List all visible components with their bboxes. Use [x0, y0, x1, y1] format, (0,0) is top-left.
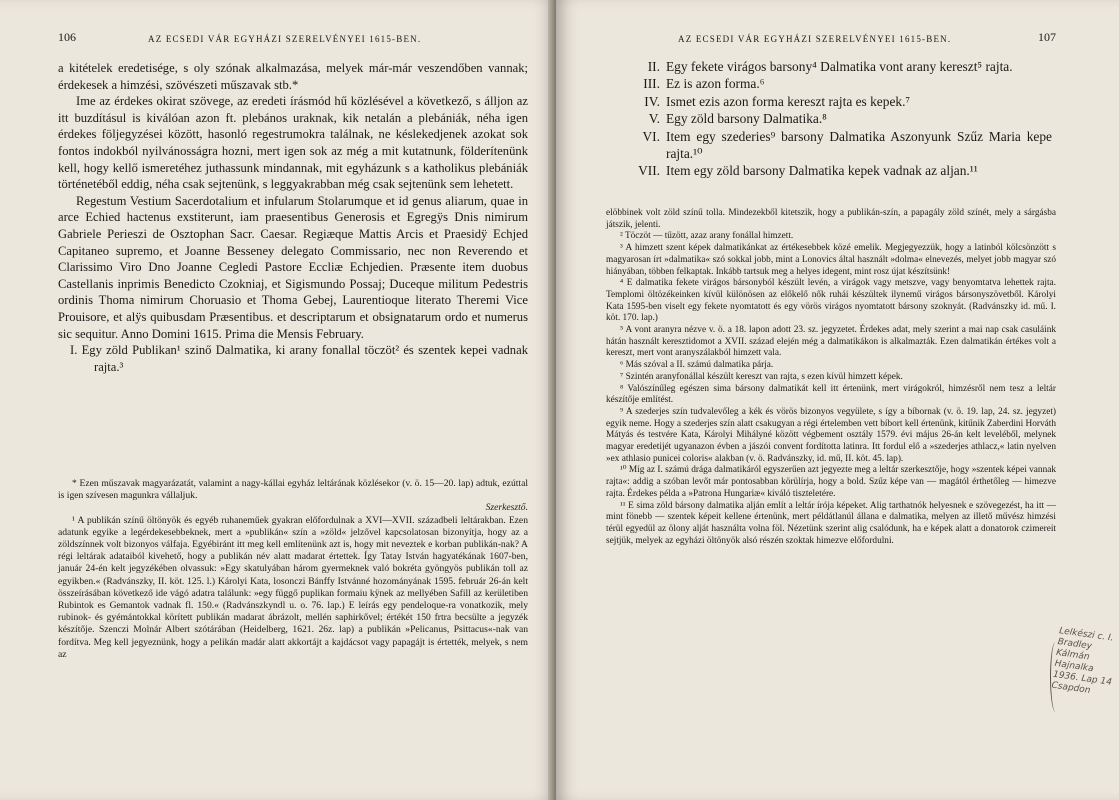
latin-paragraph: Regestum Vestium Sacerdotalium et infularum Stolarumque et id genus aliarum, quae in arce Echied hactenus exstiterunt, iam praesentibus Generosis et Egregÿs Dnis nimirum Gabriele Perieszi de Osztophan Sacr. Caesar. Regiæque Mattis Arcis et Praesidÿ Echjed Capitaneo supremo, et Joanne Besseney delegato Commissario, nec non Reverendo et Clarissimo Viro Dno Joanne Cegledi Pastore Eccliæ Echjedien. Præsente item duobus Castellanis inprimis Benedicto Czokniaj, et Sigismundo Possaj; Duceque militum Pedestris ordinis Thoma nimirum Choruasio et Thoma Gebej, Laurentioque literato Theremi Vice Prouisore, et alÿs quibusdam Præsentibus. et descriptarum et obsignatarum ordo et numerus sic sequitur. Anno Domini 1615. Prima die Mensis February. — [58, 193, 528, 341]
footnote: ⁴ E dalmatika fekete virágos bársonyból készült levén, a virágok vagy metszve, vagy benyomtatva lehettek rajta. Templomi öltözékeinken kívül különösen az előkelő nők ruhái készültek ilynemű virágos bársonyszövetből. Károlyi Kata 1595-ben viselt egy fekete nyomtatott és egy vörös virágos nyomtatott bársony szoknyát. (Radvánszky id. mű. I. köt. 170. lap.) — [606, 278, 1056, 324]
list-item: III. Ez is azon forma.⁶ — [643, 76, 765, 92]
right-page — [556, 0, 1119, 800]
left-body-text — [58, 60, 528, 375]
footnote: elöbbinek volt zöld színű tolla. Mindezekből kitetszik, hogy a publikán-szín, a papagály zöld színét, mely a sárgásba játszik, jelenti. — [606, 208, 1056, 230]
signature: Szerkesztő. — [485, 502, 528, 514]
footnote: ² Töczöt — tűzött, azaz arany fonállal himzett. — [620, 231, 794, 242]
list-item: VII. Item egy zöld barsony Dalmatika kepek vadnak az aljan.¹¹ — [638, 163, 978, 179]
running-head-left: AZ ECSEDI VÁR EGYHÁZI SZERELVÉNYEI 1615-BEN. — [148, 34, 422, 44]
page-number-left: 106 — [58, 30, 76, 44]
footnote: ⁹ A szederjes szín tudvalevőleg a kék és vörös bizonyos vegyülete, s így a bíbornak (v. ö. 19. lap, 24. sz. jegyzet) egyik neme. Hogy a szederjes szín alatt csakugyan a régi értelemben vett bíbort kell értenünk, kitűnik Zaberdini Horváth Mátyás és testvére Kata, Károlyi Mihályné között végbement osztály 1579. évi május 26-án kelt leveléből, melynek magyar eredetijét ugyanazon évben a jászói convent fordította latinra. Itt fordul elő a »szederjes athlacz,« latin nyelven »ex athlasio punicei coloris« alakban (v. ö. Radvánszky, id. mű, II. köt. 45. lap). — [606, 406, 1056, 464]
list-item: VI. Item egy szederies⁹ barsony Dalmatika Aszonyunk Szűz Maria kepe rajta.¹⁰ — [642, 128, 1052, 162]
list-item: II. Egy fekete virágos barsony⁴ Dalmatika vont arany kereszt⁵ rajta. — [647, 59, 1013, 74]
list-item: IV. Ismet ezis azon forma kereszt rajta es kepek.⁷ — [644, 93, 911, 109]
footnote: ⁸ Valószínűleg egészen sima bársony dalmatikát kell itt értenünk, mert virágokról, himzésről nem tesz a leltár készítője említést. — [606, 383, 1056, 406]
footnote: ¹⁰ Míg az I. számú drága dalmatikáról egyszerűen azt jegyezte meg a leltár szerkesztője, hogy »szentek képei vannak rajta«: addig a szóban levőt már pontosabban körülírja, hogy a bold. Szűz képe van — magától érthetőleg — himezve rajta. Érdekes példa a »Patrona Hungariæ« kiváló tiszteletére. — [606, 465, 1056, 499]
list-item: V. Egy zöld barsony Dalmatika.⁸ — [648, 111, 827, 127]
page-number-right: 107 — [1038, 30, 1056, 44]
footnote: ⁵ A vont aranyra nézve v. ö. a 18. lapon adott 23. sz. jegyzetet. Érdekes adat, mely szerint a mai nap csak casuláink hátán használt keresztidomot a XVII. század elején még a dalmatikákon is alkalmazták. Ezen dalmatikán értékes volt a kereszt, mert vont aranyszálakból himzett vala. — [606, 325, 1056, 359]
running-head-right: AZ ECSEDI VÁR EGYHÁZI SZERELVÉNYEI 1615-BEN. — [678, 34, 952, 44]
footnote: ¹ A publikán színű öltönyök és egyéb ruhaneműek gyakran előfordulnak a XVI—XVII. századbeli leltárakban. Ezen adatunk egyike a legérdekesebbeknek, mert a »publikán« szín a »zöld« jelzővel kapcsolatosan bizonyítja, hogy az a zöldszínnek volt bizonyos válfaja. Egyébiránt itt meg kell említenünk azt is, hogy mit neveztek e korban publikán-nak? A régi leltárak adataiból kivehető, hogy a publikán név alatt madarat értettek. Így Tatay István hagyatékának 1607-ben, január 24-én kelt jegyzékében olvassuk: »Egy skatulyában három gyermeknek való bokréta gyöngyös publikán toll az egyikben.« (Radvánszky, II. köt. 125. l.) Károlyi Kata, losonczi Bánffy Istvánné hozományának 1595. február 26-án kelt összeírásában következő ide vágó adatra találunk: »egy függő puplikan formaiu kÿnek az mellyében Safill az kerületiben Rubintok es Gemantok vadnak fl. 150.« (Radvánszkyndl u. o. 76. lap.) E leírás egy pendeloque-ra vonatkozik, mely rubinok- és gyémántokkal körített publikán madarat ábrázolt, mellén saphirkővel; értékét 150 frtra becsülte a jegyzék készítője. Szenczi Molnár Albert szótárában (Heidelberg, 1621. 26z. lap) a publikán »Pelicanus, Psittacus«-nak van fordítva. Meg kell jegyeznünk, hogy a pelikán madár alatt akkortájt a kajdácsot vagy papagájt is értették, melyek, s nem az — [58, 514, 528, 660]
footnote: ⁷ Szintén aranyfonállal készült kereszt van rajta, s ezen kívül himzett képek. — [620, 371, 903, 382]
handwritten-margin-note: Lelkészi c. I. Bradley Kálmán Hajnalka 1936. Lap 14 Csapdon — [1050, 626, 1115, 696]
paragraph: Ime az érdekes okirat szövege, az eredeti írásmód hű közlésével a következő, s álljon az itt buzdításul is kiválóan azon ft. plebános uraknak, kik netalán a plebániák, néha igen érdekes följegyzései között, hasonló regestrumokra találnak, ne késlekedjenek azokat sok fontos indokból nyilvánosságra hozni, mert igen sok az még a mit kutatnunk, földerítenünk kell, hogy kellő ismeretéhez juthassunk mindannak, mit egyházunk s a katholikus plebániák történetéből eddig, néha csak sejtenünk, s leggyakrabban még csak sejtenünk sem lehetett. — [58, 94, 528, 192]
left-page — [0, 0, 556, 800]
item-i: I. Egy zöld Publikan¹ szinő Dalmatika, ki arany fonallal töczöt² és szentek kepei vadnak rajta.³ — [70, 343, 528, 374]
paragraph: a kitételek eredetisége, s oly szónak alkalmazása, melyek már-már veszendőben vannak; érdekesek a himzési, szövészeti műszavak stb.* — [58, 61, 528, 92]
footnote: * Ezen műszavak magyarázatát, valamint a nagy-kállai egyház leltárának közlésekor (v. ö. 15—20. lap) adtuk, ezúttal is igen szívesen magunkra vállaljuk. — [58, 478, 528, 502]
right-footnotes — [606, 208, 1056, 547]
footnote: ¹¹ E sima zöld bársony dalmatika alján említ a leltár írója képeket. Alig tarthatnók helyesnek e szövegezést, ha itt — mint fönebb — szentek képeit kellene értenünk, mert példátlanúl állana e dalmatika, melyen az illető művész himzési térül egyedül az ölony alját használta volna föl. Nézetünk szerint alig csalódunk, ha e képek alatt a donatorok czimereit sejtjük, melyek az egyházi öltönyök alsó részén szoktak himezve előfordulni. — [606, 500, 1056, 546]
footnote: ⁶ Más szóval a II. számú dalmatika párja. — [620, 360, 774, 371]
left-footnotes — [58, 478, 528, 661]
item-list — [620, 58, 1052, 180]
footnote: ³ A himzett szent képek dalmatikánkat az értékesebbek közé emelik. Megjegyezzük, hogy a latinból kölcsönzött s magyarosan írt »dalmatika« szó sokkal jobb, mint a Lonovics által használt »dolma« elnevezés, melyet jobb magyar szó hiányában, többen felkaptak. Inkább tartsuk meg a helyes idegent, mint rosz újat készítsünk! — [606, 243, 1056, 277]
